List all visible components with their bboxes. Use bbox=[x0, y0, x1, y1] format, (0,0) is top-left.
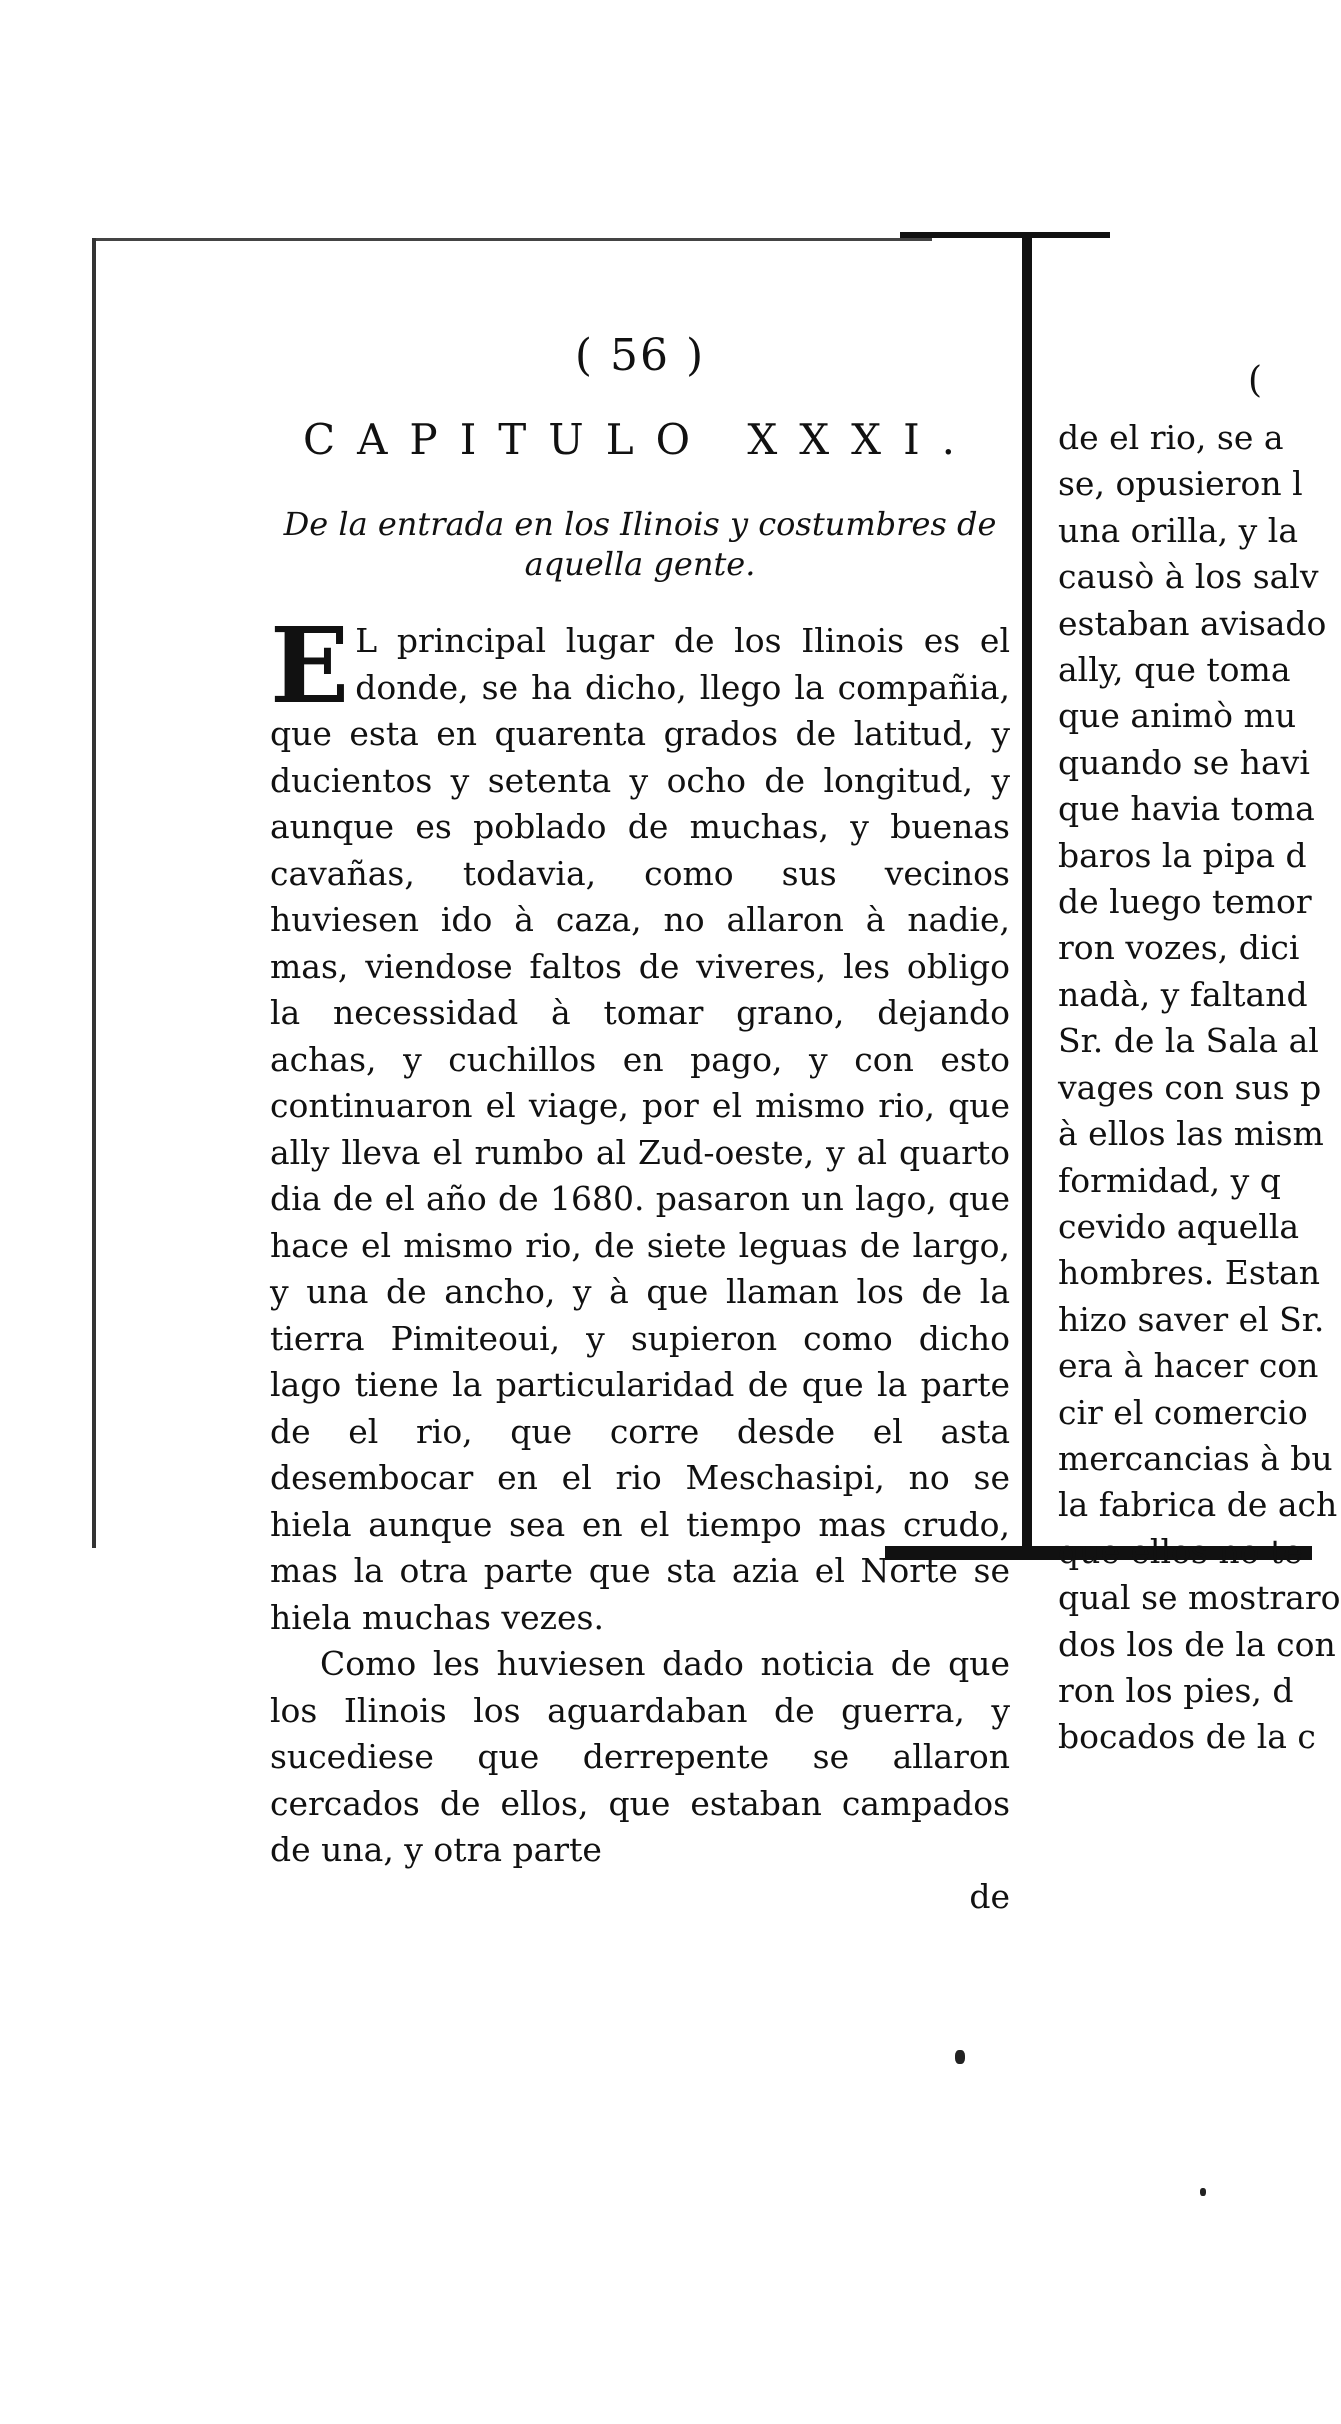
text-line: era à hacer con bbox=[1058, 1346, 1319, 1386]
drop-cap: E bbox=[270, 604, 350, 727]
text-line: la fabrica de ach bbox=[1058, 1485, 1338, 1525]
text-line: dos los de la con bbox=[1058, 1624, 1336, 1664]
ink-speck bbox=[955, 2050, 965, 2064]
text-line: que animò mu bbox=[1058, 696, 1297, 736]
left-page bbox=[270, 330, 1010, 1920]
text-line: qual se mostraro bbox=[1058, 1578, 1341, 1618]
text-line: que ellos no te bbox=[1058, 1531, 1303, 1571]
subtitle-line: De la entrada en los Ilinois y costumbres de bbox=[283, 505, 997, 543]
text-line: nadà, y faltand bbox=[1058, 974, 1308, 1014]
text-line: de luego temor bbox=[1058, 882, 1312, 922]
text-line: quando se havi bbox=[1058, 742, 1310, 782]
text-line: causò à los salv bbox=[1058, 557, 1319, 597]
text-line: ron los pies, d bbox=[1058, 1670, 1294, 1710]
text-line: que havia toma bbox=[1058, 789, 1315, 829]
page-frame-left bbox=[92, 238, 96, 1548]
text-line: cir el comercio bbox=[1058, 1392, 1308, 1432]
text-line: hombres. Estan bbox=[1058, 1253, 1320, 1293]
text-line: mercancias à bu bbox=[1058, 1438, 1333, 1478]
ink-speck bbox=[1200, 2188, 1206, 2196]
chapter-title: CAPITULO XXXI. bbox=[302, 415, 978, 464]
text-line: baros la pipa d bbox=[1058, 835, 1307, 875]
text-line: cevido aquella bbox=[1058, 1206, 1300, 1246]
text-line: formidad, y q bbox=[1058, 1160, 1281, 1200]
page-number: ( 56 ) bbox=[574, 330, 706, 381]
text-line: à ellos las mism bbox=[1058, 1114, 1324, 1154]
paragraph: Como les huviesen dado noticia de que los Ilinois los aguardaban de guerra, y sucediese que derrepente se allaron cercados de ellos, que estaban campados de una, y otra parte bbox=[270, 1644, 1010, 1869]
page-frame-top bbox=[92, 238, 932, 241]
text-line: ally, que toma bbox=[1058, 650, 1291, 690]
paragraph-text: L principal lugar de los Ilinois es el donde, se ha dicho, llego la compañia, que esta en quarenta grados de latitud, y ducientos y setenta y ocho de longitud, y aunque es poblado de muchas, y buenas cavañas, todavia, como sus vecinos huviesen ido à caza, no allaron à nadie, mas, viendose faltos de viveres, les obligo la necessidad à tomar grano, dejando achas, y cuchillos en pago, y con esto continuaron el viage, por el mismo rio, que ally lleva el rumbo al Zud-oeste, y al quarto dia de el año de 1680. pasaron un lago, que hace el mismo rio, de siete leguas de largo, y una de ancho, y à que llaman los de la tierra Pimiteoui, y supieron como dicho lago tiene la particularidad de que la parte de el rio, que corre desde el asta desembocar en el rio Meschasipi, no se hiela aunque sea en el tiempo mas crudo, mas la otra parte que sta azia el Norte se hiela muchas vezes. bbox=[270, 621, 1010, 1637]
text-line: vages con sus p bbox=[1058, 1067, 1322, 1107]
right-page bbox=[1058, 360, 1341, 1761]
gutter-line bbox=[1022, 238, 1032, 1560]
body-text bbox=[270, 604, 1010, 1920]
text-line: hizo saver el Sr. bbox=[1058, 1299, 1325, 1339]
paragraph bbox=[270, 604, 1010, 1641]
text-line: una orilla, y la bbox=[1058, 510, 1298, 550]
gutter-top-bar bbox=[900, 232, 1110, 238]
subtitle-line: aquella gente. bbox=[524, 545, 756, 583]
text-line: estaban avisado bbox=[1058, 603, 1327, 643]
text-line: bocados de la c bbox=[1058, 1717, 1316, 1757]
catchword: de bbox=[969, 1876, 1010, 1916]
chapter-subtitle bbox=[270, 504, 1010, 584]
text-line: ron vozes, dici bbox=[1058, 928, 1300, 968]
text-line: se, opusieron l bbox=[1058, 464, 1303, 504]
right-page-number: ( bbox=[1248, 360, 1263, 401]
text-line: Sr. de la Sala al bbox=[1058, 1021, 1319, 1061]
text-line: de el rio, se a bbox=[1058, 418, 1284, 457]
